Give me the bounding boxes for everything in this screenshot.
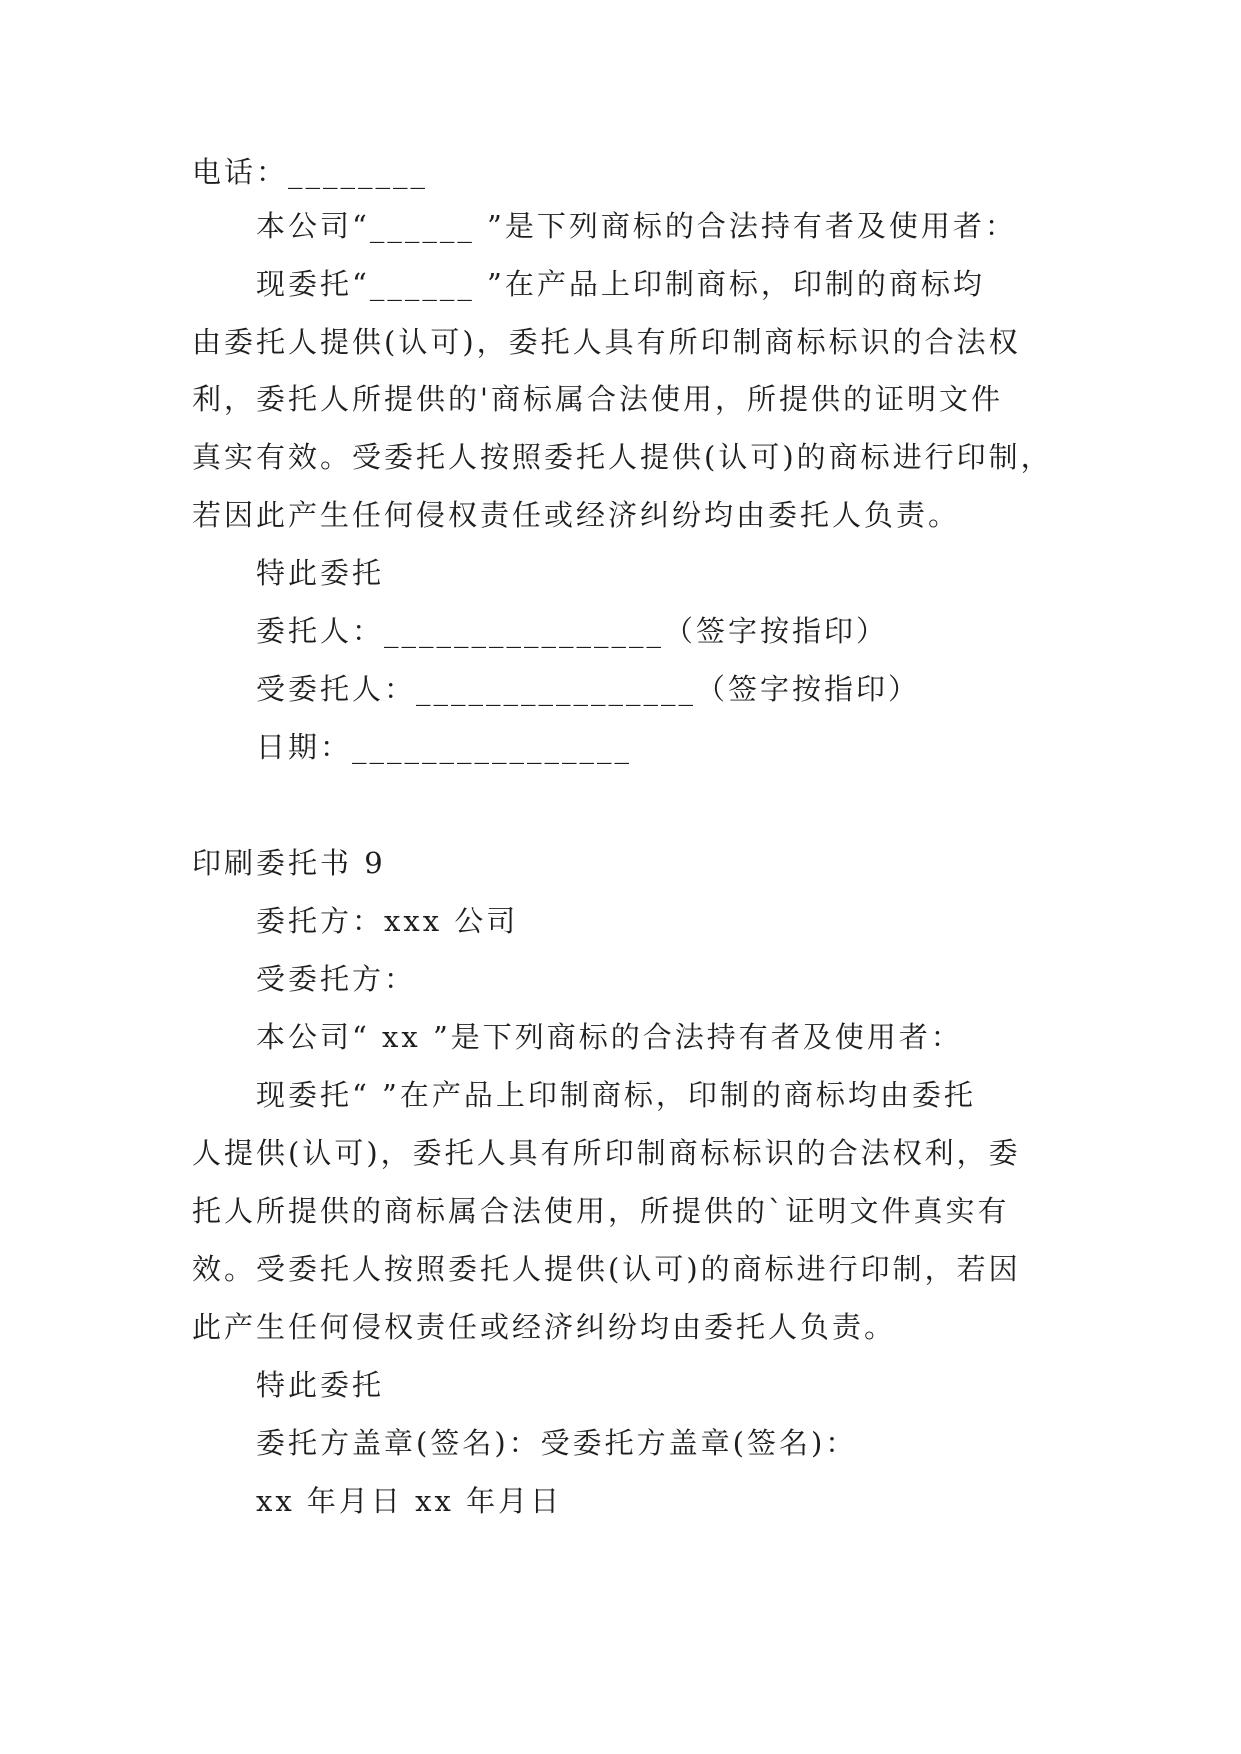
entrust-paragraph-2-line-1: 现委托“ ”在产品上印制商标，印制的商标均由委托: [256, 1078, 976, 1112]
special-entrust: 特此委托: [256, 556, 385, 590]
entrust-paragraph-line-5: 若因此产生任何侵权责任或经济纠纷均由委托人负责。: [192, 498, 961, 532]
entrust-paragraph-line-2: 由委托人提供(认可)，委托人具有所印制商标标识的合法权: [192, 325, 1021, 359]
entrust-paragraph-2-line-5: 此产生任何侵权责任或经济纠纷均由委托人负责。: [192, 1310, 897, 1344]
entrust-paragraph-line-1: 现委托“______ ”在产品上印制商标，印制的商标均: [256, 267, 985, 301]
entrust-paragraph-2-line-3: 托人所提供的商标属合法使用，所提供的`证明文件真实有: [192, 1194, 1010, 1228]
agent-signature-line: 受委托人：________________（签字按指印）: [256, 672, 921, 706]
entrust-paragraph-2-line-4: 效。受委托人按照委托人提供(认可)的商标进行印制，若因: [192, 1252, 1021, 1286]
ownership-statement: 本公司“______ ”是下列商标的合法持有者及使用者：: [256, 209, 1017, 243]
seal-date-line: xx 年月日 xx 年月日: [256, 1484, 563, 1518]
section-title: 印刷委托书 9: [192, 846, 386, 880]
agent-line: 受委托方：: [256, 962, 417, 996]
entrust-paragraph-line-3: 利，委托人所提供的'商标属合法使用，所提供的证明文件: [192, 382, 1003, 416]
entrust-paragraph-line-4: 真实有效。受委托人按照委托人提供(认可)的商标进行印制，: [192, 440, 1053, 474]
date-line: 日期：________________: [256, 730, 633, 764]
principal-line: 委托方：xxx 公司: [256, 904, 519, 938]
principal-signature-line: 委托人：________________（签字按指印）: [256, 614, 889, 648]
entrust-paragraph-2-line-2: 人提供(认可)，委托人具有所印制商标标识的合法权利，委: [192, 1136, 1021, 1170]
special-entrust-2: 特此委托: [256, 1368, 385, 1402]
phone-line: 电话：________: [192, 155, 429, 189]
ownership-statement-2: 本公司“ xx ”是下列商标的合法持有者及使用者：: [256, 1020, 963, 1054]
seal-signature-line: 委托方盖章(签名)：受委托方盖章(签名)：: [256, 1426, 858, 1460]
